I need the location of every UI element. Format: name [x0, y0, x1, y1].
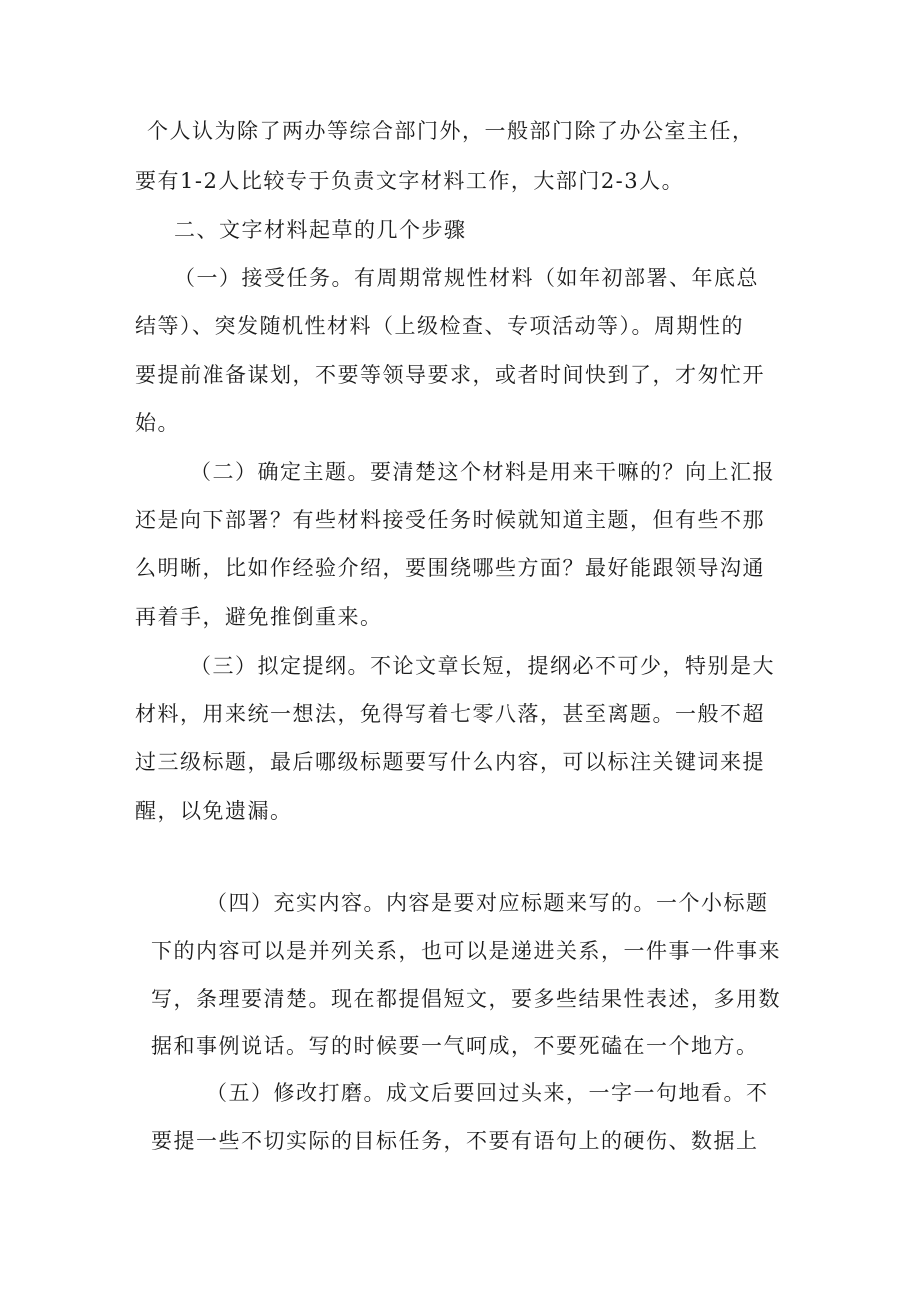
paragraph-line: （五）修改打磨。成文后要回过头来，一字一句地看。不 [206, 1081, 769, 1105]
paragraph-line: 醒，以免遗漏。 [135, 799, 293, 823]
paragraph-line: 要提一些不切实际的目标任务，不要有语句上的硬伤、数据上 [151, 1129, 759, 1153]
paragraph-line: 据和事例说话。写的时候要一气呵成，不要死磕在一个地方。 [151, 1034, 759, 1058]
paragraph-line: 还是向下部署？有些材料接受任务时候就知道主题，但有些不那 [135, 508, 765, 532]
paragraph-line: 结等）、突发随机性材料（上级检查、专项活动等）。周期性的 [135, 314, 744, 338]
paragraph-line: （一）接受任务。有周期常规性材料（如年初部署、年底总 [174, 266, 759, 290]
section-heading: 二、文字材料起草的几个步骤 [174, 218, 467, 242]
paragraph-line: 始。 [135, 411, 180, 435]
paragraph-line: 要提前准备谋划，不要等领导要求，或者时间快到了，才匆忙开 [135, 363, 765, 387]
paragraph-line: 个人认为除了两办等综合部门外，一般部门除了办公室主任， [147, 119, 755, 143]
paragraph-line: 写，条理要清楚。现在都提倡短文，要多些结果性表述，多用数 [151, 987, 781, 1011]
paragraph-line: 过三级标题，最后哪级标题要写什么内容，可以标注关键词来提 [135, 750, 765, 774]
paragraph-line: 材料，用来统一想法，免得写着七零八落，甚至离题。一般不超 [135, 702, 765, 726]
paragraph-line: 下的内容可以是并列关系，也可以是递进关系，一件事一件事来 [151, 939, 781, 963]
paragraph-line: （三）拟定提纲。不论文章长短，提纲必不可少，特别是大 [190, 654, 775, 678]
paragraph-line: 再着手，避免推倒重来。 [135, 605, 383, 629]
paragraph-line: （二）确定主题。要清楚这个材料是用来干嘛的？向上汇报 [190, 460, 775, 484]
paragraph-line: （四）充实内容。内容是要对应标题来写的。一个小标题 [206, 891, 769, 915]
paragraph-line: 么明晰，比如作经验介绍，要围绕哪些方面？最好能跟领导沟通 [135, 556, 765, 580]
paragraph-line: 要有1-2人比较专于负责文字材料工作，大部门2-3人。 [135, 169, 685, 193]
